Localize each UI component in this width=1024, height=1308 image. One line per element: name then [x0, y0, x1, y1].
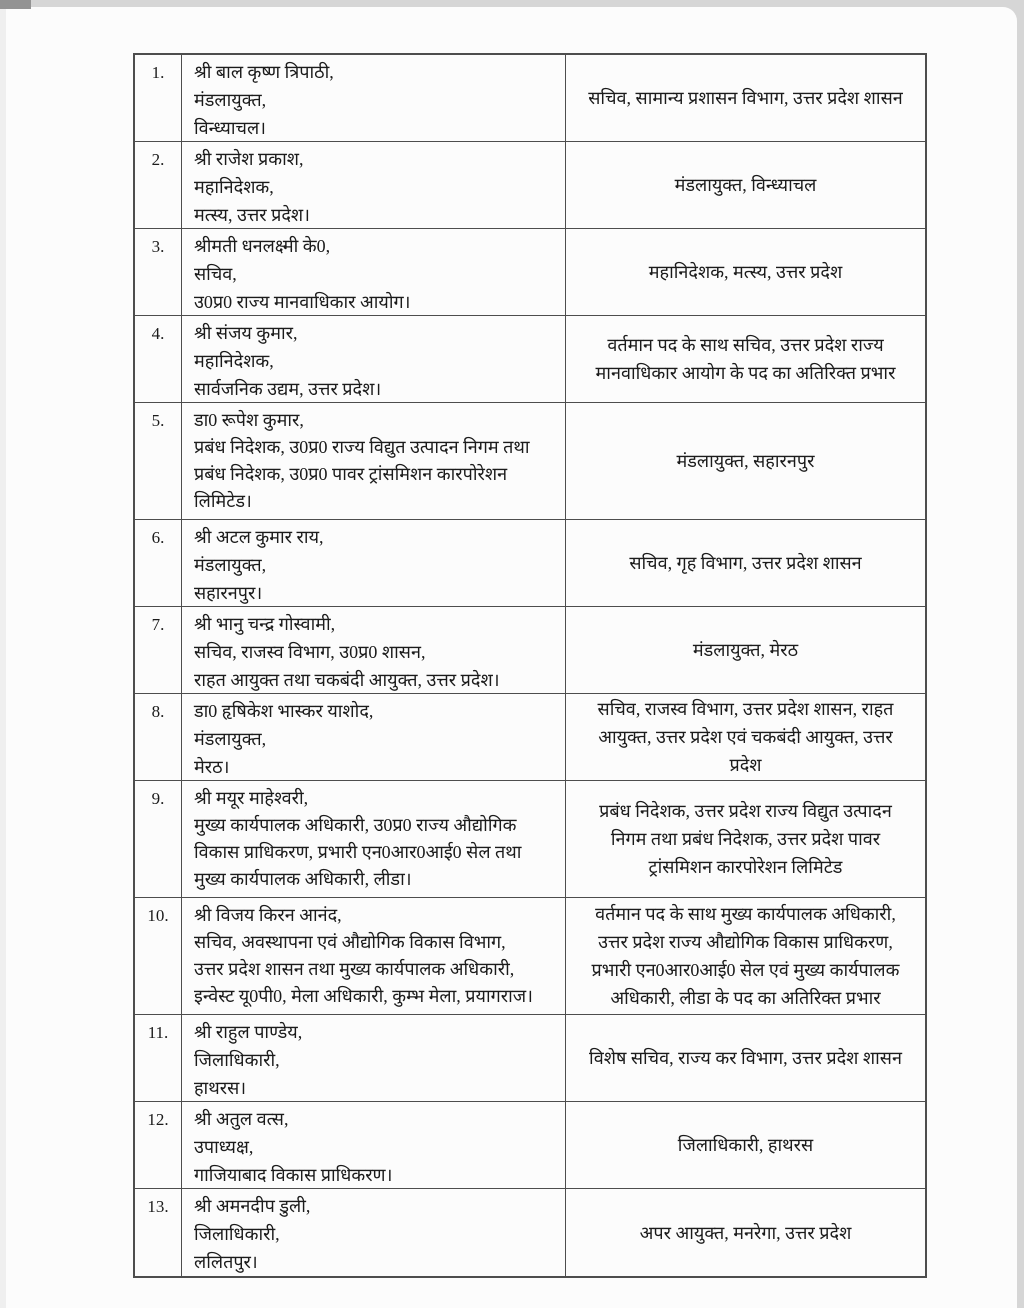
- officer-detail-line: श्री संजय कुमार,: [194, 323, 298, 343]
- serial-number: 10.: [147, 906, 169, 925]
- posting-text: वर्तमान पद के साथ सचिव, उत्तर प्रदेश राज्य मानवाधिकार आयोग के पद का अतिरिक्त प्रभार: [595, 335, 896, 383]
- officer-detail-line: प्रबंध निदेशक, उ0प्र0 पावर ट्रांसमिशन कारपोरेशन: [194, 464, 508, 484]
- posting-cell: [566, 55, 925, 141]
- table-row: [135, 781, 925, 898]
- serial-number: 3.: [151, 237, 165, 256]
- posting-text: विशेष सचिव, राज्य कर विभाग, उत्तर प्रदेश शासन: [589, 1048, 902, 1068]
- serial-number: 12.: [147, 1110, 169, 1129]
- serial-number: 5.: [151, 411, 165, 430]
- officer-detail-line: सचिव, अवस्थापना एवं औद्योगिक विकास विभाग,: [194, 932, 506, 952]
- posting-text: प्रबंध निदेशक, उत्तर प्रदेश राज्य विद्युत उत्पादन निगम तथा प्रबंध निदेशक, उत्तर प्रदेश पावर ट्रांसमिशन कारपोरेशन लिमिटेड: [599, 801, 892, 877]
- officer-detail-line: मंडलायुक्त,: [194, 555, 267, 575]
- posting-text: मंडलायुक्त, सहारनपुर: [676, 451, 815, 471]
- officer-cell: [182, 520, 566, 606]
- posting-text: सचिव, राजस्व विभाग, उत्तर प्रदेश शासन, राहत आयुक्त, उत्तर प्रदेश एवं चकबंदी आयुक्त, उत्तर प्रदेश: [597, 699, 894, 775]
- officer-detail-line: उपाध्यक्ष,: [194, 1137, 254, 1157]
- officer-detail-line: गाजियाबाद विकास प्राधिकरण।: [194, 1165, 393, 1185]
- posting-cell: [566, 229, 925, 315]
- officer-detail-line: मुख्य कार्यपालक अधिकारी, उ0प्र0 राज्य औद्योगिक: [194, 815, 517, 835]
- officer-detail-line: श्री भानु चन्द्र गोस्वामी,: [194, 614, 336, 634]
- officer-cell: [182, 316, 566, 402]
- officer-detail-line: हाथरस।: [194, 1078, 247, 1098]
- officer-detail-line: मुख्य कार्यपालक अधिकारी, लीडा।: [194, 869, 412, 889]
- officer-detail-line: प्रबंध निदेशक, उ0प्र0 राज्य विद्युत उत्पादन निगम तथा: [194, 437, 530, 457]
- officer-detail-line: श्री मयूर माहेश्वरी,: [194, 788, 309, 808]
- posting-cell: [566, 781, 925, 897]
- officer-detail-line: श्रीमती धनलक्ष्मी के0,: [194, 236, 331, 256]
- officer-cell: [182, 229, 566, 315]
- serial-number-cell: [135, 1189, 182, 1276]
- officer-detail-line: श्री राहुल पाण्डेय,: [194, 1022, 303, 1042]
- transfer-table: [133, 53, 927, 1278]
- serial-number-cell: [135, 694, 182, 780]
- table-row: [135, 142, 925, 229]
- officer-cell: [182, 781, 566, 897]
- posting-cell: [566, 1102, 925, 1188]
- officer-detail-line: महानिदेशक,: [194, 351, 274, 371]
- posting-cell: [566, 694, 925, 780]
- serial-number: 13.: [147, 1197, 169, 1216]
- officer-detail-line: उ0प्र0 राज्य मानवाधिकार आयोग।: [194, 292, 411, 312]
- officer-detail-line: श्री विजय किरन आनंद,: [194, 905, 342, 925]
- posting-cell: [566, 1189, 925, 1276]
- table-row: [135, 1189, 925, 1276]
- serial-number-cell: [135, 1015, 182, 1101]
- posting-cell: [566, 898, 925, 1014]
- officer-detail-line: सहारनपुर।: [194, 583, 263, 603]
- table-row: [135, 520, 925, 607]
- table-row: [135, 607, 925, 694]
- officer-detail-line: सार्वजनिक उद्यम, उत्तर प्रदेश।: [194, 379, 382, 399]
- serial-number-cell: [135, 781, 182, 897]
- serial-number-cell: [135, 229, 182, 315]
- table-row: [135, 694, 925, 781]
- posting-text: महानिदेशक, मत्स्य, उत्तर प्रदेश: [648, 262, 843, 282]
- officer-detail-line: विन्ध्याचल।: [194, 118, 266, 138]
- table-row: [135, 403, 925, 520]
- officer-cell: [182, 898, 566, 1014]
- posting-cell: [566, 403, 925, 519]
- officer-detail-line: जिलाधिकारी,: [194, 1224, 280, 1244]
- officer-detail-line: मंडलायुक्त,: [194, 729, 267, 749]
- officer-cell: [182, 1015, 566, 1101]
- officer-detail-line: मेरठ।: [194, 757, 230, 777]
- table-row: [135, 898, 925, 1015]
- serial-number: 4.: [151, 324, 165, 343]
- serial-number-cell: [135, 316, 182, 402]
- photo-corner-artifact: [0, 0, 31, 9]
- serial-number: 2.: [151, 150, 165, 169]
- officer-detail-line: श्री अतुल वत्स,: [194, 1109, 289, 1129]
- posting-text: सचिव, गृह विभाग, उत्तर प्रदेश शासन: [629, 553, 862, 573]
- officer-cell: [182, 403, 566, 519]
- serial-number-cell: [135, 520, 182, 606]
- table-row: [135, 1102, 925, 1189]
- officer-detail-line: लिमिटेड।: [194, 491, 252, 511]
- officer-cell: [182, 55, 566, 141]
- serial-number: 6.: [151, 528, 165, 547]
- officer-cell: [182, 1189, 566, 1276]
- officer-cell: [182, 694, 566, 780]
- serial-number: 1.: [151, 63, 165, 82]
- table-row: [135, 1015, 925, 1102]
- posting-cell: [566, 316, 925, 402]
- posting-text: वर्तमान पद के साथ मुख्य कार्यपालक अधिकारी, उत्तर प्रदेश राज्य औद्योगिक विकास प्राधिकरण, प्रभारी एन0आर0आई0 सेल एवं मुख्य कार्यपालक अधिकारी, लीडा के पद का अतिरिक्त प्रभार: [591, 904, 900, 1008]
- officer-detail-line: जिलाधिकारी,: [194, 1050, 280, 1070]
- posting-cell: [566, 607, 925, 693]
- officer-cell: [182, 142, 566, 228]
- posting-cell: [566, 142, 925, 228]
- serial-number-cell: [135, 898, 182, 1014]
- officer-detail-line: महानिदेशक,: [194, 177, 274, 197]
- serial-number-cell: [135, 142, 182, 228]
- serial-number: 7.: [151, 615, 165, 634]
- serial-number: 11.: [147, 1023, 169, 1042]
- officer-detail-line: मत्स्य, उत्तर प्रदेश।: [194, 205, 310, 225]
- posting-text: अपर आयुक्त, मनरेगा, उत्तर प्रदेश: [639, 1222, 852, 1243]
- posting-text: मंडलायुक्त, मेरठ: [692, 640, 799, 660]
- officer-cell: [182, 1102, 566, 1188]
- posting-cell: [566, 520, 925, 606]
- officer-detail-line: सचिव,: [194, 264, 237, 284]
- posting-text: सचिव, सामान्य प्रशासन विभाग, उत्तर प्रदेश शासन: [588, 88, 903, 108]
- table-row: [135, 229, 925, 316]
- officer-detail-line: राहत आयुक्त तथा चकबंदी आयुक्त, उत्तर प्रदेश।: [194, 670, 500, 690]
- serial-number-cell: [135, 1102, 182, 1188]
- posting-text: मंडलायुक्त, विन्ध्याचल: [674, 175, 817, 195]
- officer-detail-line: श्री राजेश प्रकाश,: [194, 149, 304, 169]
- officer-detail-line: विकास प्राधिकरण, प्रभारी एन0आर0आई0 सेल तथा: [194, 842, 522, 862]
- posting-cell: [566, 1015, 925, 1101]
- officer-detail-line: डा0 रूपेश कुमार,: [194, 410, 304, 430]
- officer-detail-line: श्री अटल कुमार राय,: [194, 527, 324, 547]
- officer-detail-line: सचिव, राजस्व विभाग, उ0प्र0 शासन,: [194, 642, 426, 662]
- posting-text: जिलाधिकारी, हाथरस: [677, 1135, 814, 1155]
- officer-detail-line: इन्वेस्ट यू0पी0, मेला अधिकारी, कुम्भ मेला, प्रयागराज।: [194, 986, 533, 1006]
- officer-detail-line: डा0 हृषिकेश भास्कर याशोद,: [194, 701, 374, 721]
- serial-number-cell: [135, 403, 182, 519]
- serial-number-cell: [135, 607, 182, 693]
- serial-number-cell: [135, 55, 182, 141]
- officer-detail-line: श्री बाल कृष्ण त्रिपाठी,: [194, 62, 334, 82]
- officer-cell: [182, 607, 566, 693]
- serial-number: 9.: [151, 789, 165, 808]
- officer-detail-line: मंडलायुक्त,: [194, 90, 267, 110]
- officer-detail-line: ललितपुर।: [194, 1252, 258, 1272]
- officer-detail-line: श्री अमनदीप डुली,: [194, 1196, 311, 1216]
- table-row: [135, 55, 925, 142]
- officer-detail-line: उत्तर प्रदेश शासन तथा मुख्य कार्यपालक अधिकारी,: [194, 959, 515, 979]
- serial-number: 8.: [151, 702, 165, 721]
- table-row: [135, 316, 925, 403]
